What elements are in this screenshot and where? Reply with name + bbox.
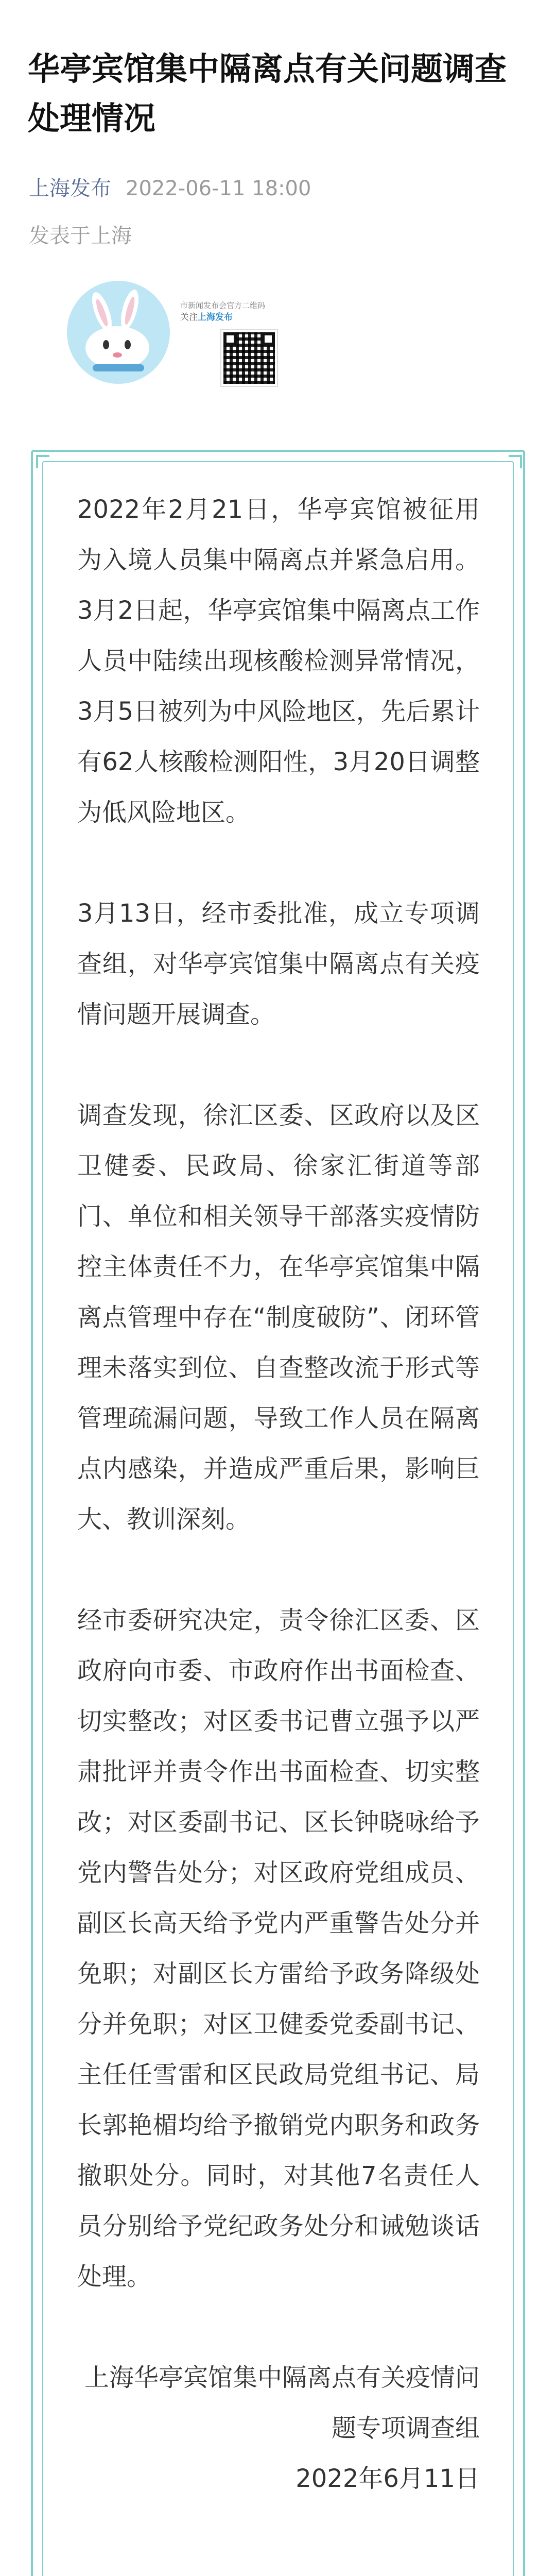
frame-corner-decoration (36, 455, 49, 468)
rabbit-mascot-icon (72, 287, 165, 380)
signature-org: 上海华亭宾馆集中隔离点有关疫情问题专项调查组 (84, 2363, 480, 2443)
body-paragraph: 经市委研究决定，责令徐汇区委、区政府向市委、市政府作出书面检查、切实整改；对区委书记曹立强予以严肃批评并责令作出书面检查、切实整改；对区委副书记、区长钟晓咏给予党内警告处分；对区政府党组成员、副区长高天给予党内严重警告处分并免职；对副区长方雷给予政务降级处分并免职；对区卫健委党委副书记、主任任雪雷和区民政局党组书记、局长郭艳楣均给予撤销党内职务和政务撤职处分。同时，对其他7名责任人员分别给予党纪政务处分和诫勉谈话处理。 (77, 1606, 480, 2291)
body-paragraph: 2022年2月21日，华亭宾馆被征用为入境人员集中隔离点并紧急启用。3月2日起，华亭宾馆集中隔离点工作人员中陆续出现核酸检测异常情况，3月5日被列为中风险地区，先后累计有62人核酸检测阳性，3月20日调整为低风险地区。 (77, 495, 480, 827)
body-paragraph: 调查发现，徐汇区委、区政府以及区卫健委、民政局、徐家汇街道等部门、单位和相关领导干部落实疫情防控主体责任不力，在华亭宾馆集中隔离点管理中存在“制度破防”、闭环管理未落实到位、自查整改流于形式等管理疏漏问题，导致工作人员在隔离点内感染，并造成严重后果，影响巨大、教训深刻。 (77, 1101, 480, 1534)
brand-follow-prefix: 关注 (180, 312, 198, 323)
author-link[interactable]: 上海发布 (29, 177, 111, 200)
article-body (77, 484, 480, 2504)
body-paragraph: 3月13日，经市委批准，成立专项调查组，对华亭宾馆集中隔离点有关疫情问题开展调查。 (77, 899, 480, 1029)
frame-corner-decoration (509, 455, 522, 468)
brand-tagline: 市新闻发布会官方二维码 (180, 301, 266, 310)
publish-date: 2022-06-11 18:00 (126, 177, 311, 200)
qr-code-icon (221, 330, 277, 386)
article-title: 华亭宾馆集中隔离点有关问题调查处理情况 (28, 50, 507, 137)
signature-date: 2022年6月11日 (296, 2464, 480, 2493)
brand-banner (67, 281, 266, 404)
brand-follow-line (180, 312, 233, 323)
article-meta (29, 175, 311, 202)
brand-name: 上海发布 (198, 312, 233, 323)
publish-location: 发表于上海 (29, 224, 132, 248)
